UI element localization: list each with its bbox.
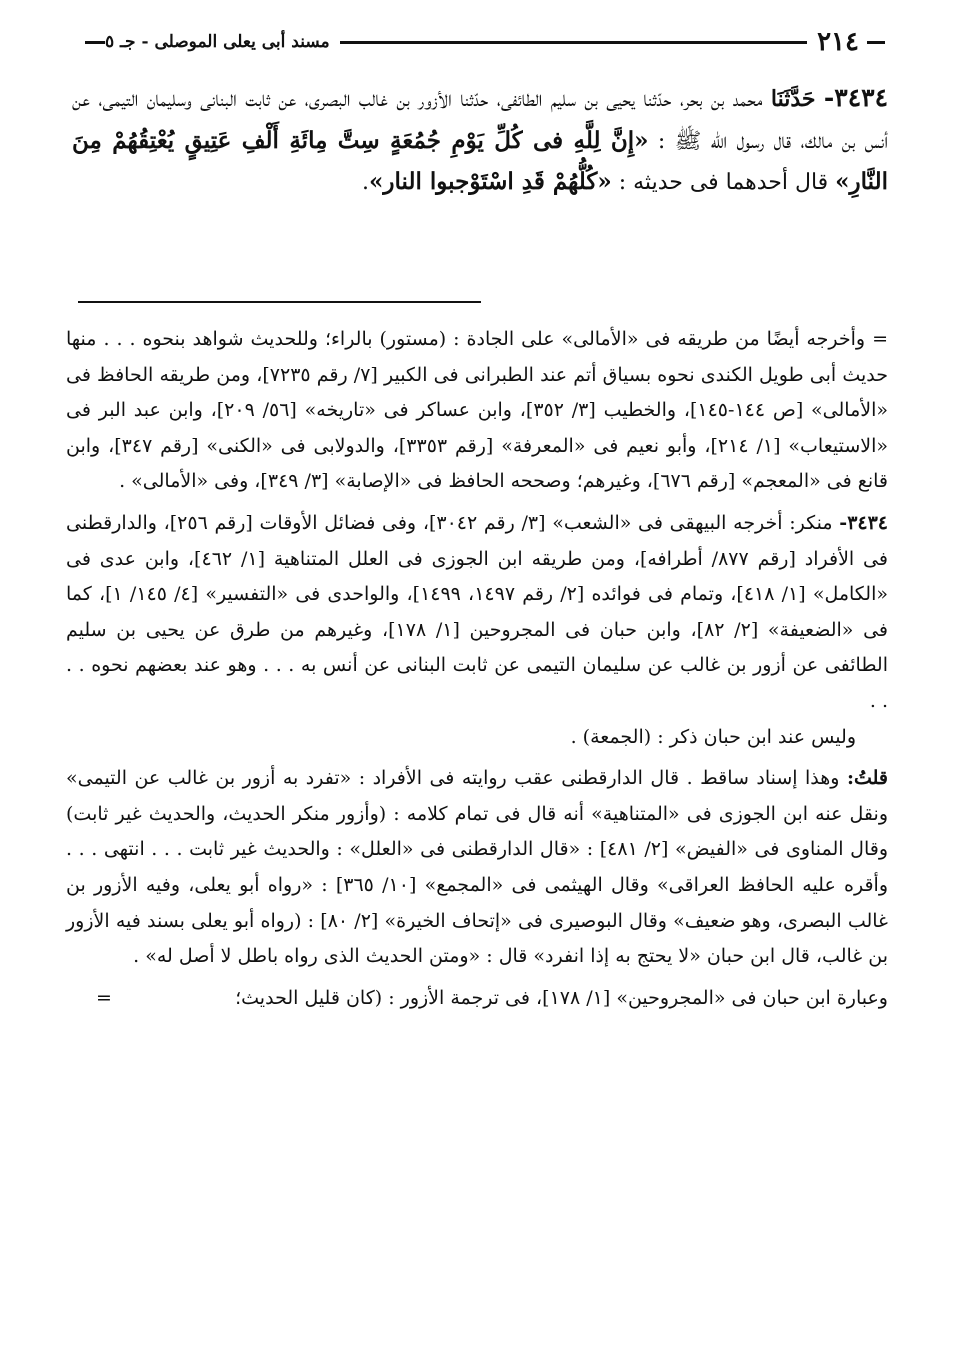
footnote-number: ٣٤٣٤- bbox=[839, 511, 889, 534]
hadith-end: . bbox=[362, 170, 370, 195]
footnote-last-line bbox=[66, 981, 888, 1017]
footnote-text: منكر: أخرجه البيهقى فى «الشعب» [٣/ رقم ٣٠٤٢]، وفى فضائل الأوقات [رقم ٢٥٦]، والدارقطنى فى الأفراد [رقم ٨٧٧/ أطرافه]، ومن طريقه ابن الجوزى فى العلل المتناهية [١/ ٤٦٢]، وابن عدى فى «الكامل» [١/ ٤١٨]، وتمام فى فوائده [٢/ رقم ١٤٩٧، ١٤٩٩]، والواحدى فى «التفسير» [٤/ ١٤٥/ ١]، كما فى «الضعيفة» [٢/ ٨٢]، وابن حبان فى المجروحين [١/ ١٧٨]، وغيرهم من طرق عن يحيى بن سليم الطائفى عن أزور بن غالب عن سليمان التيمى عن ثابت البنانى عن أنس به . . . وهو عند بعضهم نحوه . . . . bbox=[66, 511, 888, 712]
footnote-text: وعبارة ابن حبان فى «المجروحين» [١/ ١٧٨]، فى ترجمة الأزور : (كان قليل الحديث؛ bbox=[235, 986, 888, 1009]
continuation-mark: = bbox=[96, 986, 112, 1009]
hadith-isnad: محمد بن بحر، حدّثنا يحيى بن سليم الطائفى، حدّثنا الأزور بن غالب البصرى، عن ثابت البنانى وسليمان التيمى، عن أنس بن مالك، قال رسول الله ﷺ : bbox=[72, 87, 888, 154]
header-left-dash bbox=[85, 41, 105, 44]
hadith-variant-intro: قال أحدهما فى حديثه : bbox=[618, 170, 829, 195]
footnote-text: وليس عند ابن حبان ذكر : (الجمعة) . bbox=[570, 725, 856, 748]
footnote-text: وأخرجه أيضًا من طريقه فى «الأمالى» على الجادة : (مستور) بالراء؛ وللحديث شواهد بنحوه . . . منها حديث أبى طويل الكندى نحوه بسياق أتم عند الطبرانى فى الكبير [٧/ رقم ٧٢٣٥]، ومن طريقه الحافظ فى «الأمالى» [ص ١٤٤-١٤٥]، والخطيب [٣/ ٣٥٢]، وابن عساكر فى «تاريخه» [٥٦/ ٢٠٩]، وابن عبد البر فى «الاستيعاب» [١/ ٢١٤]، وأبو نعيم فى «المعرفة» [رقم ٣٣٥٣]، والدولابى فى «الكنى» [رقم ٣٤٧]، وابن قانع فى «المعجم» [رقم ٦٧٦]، وغيرهم؛ وصححه الحافظ فى «الإصابة» [٣/ ٣٤٩]، وفى «الأمالى» . bbox=[66, 328, 888, 493]
footnote-qultu bbox=[66, 761, 888, 975]
hadith-text bbox=[72, 78, 888, 204]
header-rule bbox=[340, 41, 807, 44]
page-number: ٢١٤ bbox=[817, 27, 859, 57]
footnote-continuation bbox=[66, 322, 888, 500]
hadith-variant-quote: «كُلُّهُمْ قَدِ اسْتَوْجبوا النار» bbox=[369, 168, 612, 195]
hadith-opening: حَدَّثَنَا bbox=[770, 86, 816, 112]
footnote-text: وهذا إسناد ساقط . قال الدارقطنى عقب روايته فى الأفراد : «تفرد به أزور بن غالب عن التيمى» ونقل عنه ابن الجوزى فى «المتناهية» أنه قال فى تمام كلامه : (وأزور منكر الحديث، والحديث غير ثابت) وقال المناوى فى «الفيض» [٢/ ٤٨١] : «قال الدارقطنى فى «العلل» : والحديث غير ثابت . . . انتهى . . . وأقره عليه الحافظ العراقى» وقال الهيثمى فى «المجمع» [١٠/ ٣٦٥] : «رواه أبو يعلى، وفيه الأزور بن غالب البصرى، وهو ضعيف» وقال البوصيرى فى «إتحاف الخيرة» [٢/ ٨٠] : (رواه أبو يعلى بسند فيه الأزور بن غالب، قال ابن حبان «لا يحتج به إذا انفرد» قال : «ومتن الحديث الذى رواه باطل لا أصل له» . bbox=[66, 767, 889, 968]
header-right-dash bbox=[867, 41, 885, 44]
hadith-number: ٣٤٣٤- bbox=[823, 83, 888, 112]
hadith-matn: «إِنَّ لِلَّهِ فى كُلِّ يَوْمِ جُمُعَةٍ سِتَّ مِائَةِ أَلْفِ عَتِيقٍ يُعْتِقُهُمْ مِنَ النَّارِ» bbox=[72, 126, 888, 195]
footnote-separator bbox=[78, 301, 481, 303]
book-title: مسند أبى يعلى الموصلى - جـ ٥ bbox=[105, 32, 330, 52]
hadith-paragraph bbox=[72, 78, 888, 204]
footnote-line bbox=[66, 720, 888, 756]
footnote-takhrij bbox=[66, 506, 888, 720]
footnotes bbox=[66, 322, 888, 1016]
page-header bbox=[85, 22, 885, 62]
continuation-mark: = bbox=[872, 328, 888, 350]
qultu-label: قلتُ: bbox=[846, 767, 888, 790]
